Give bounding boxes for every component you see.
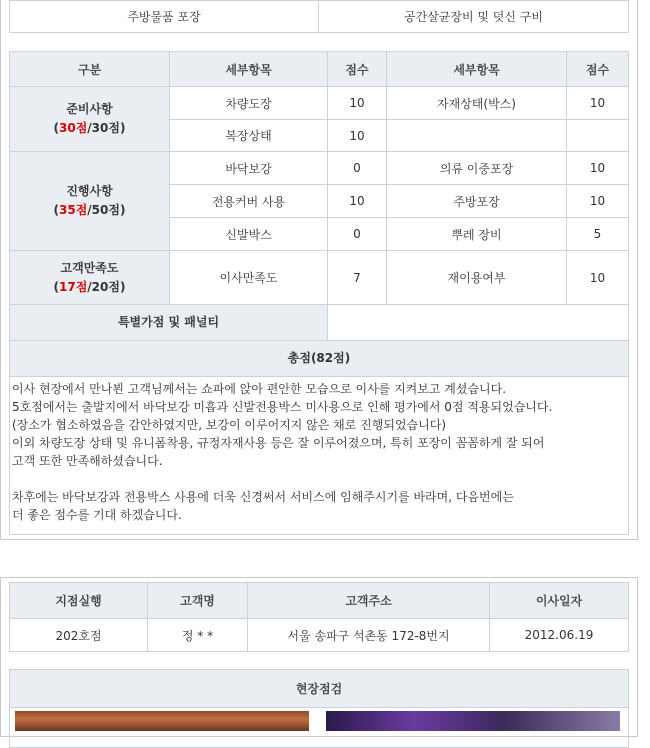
header-detail-1: 세부항목 bbox=[170, 52, 328, 87]
category-satisfaction: 고객만족도 (17점/20점) bbox=[10, 251, 170, 305]
table-row: 준비사항 (30점/30점) 차량도장 10 자재상태(박스) 10 bbox=[10, 87, 629, 120]
category-preparation: 준비사항 (30점/30점) bbox=[10, 87, 170, 152]
table-row: 전용커버 사용 10 주방포장 10 bbox=[10, 185, 629, 218]
inspection-photo-2 bbox=[326, 711, 620, 731]
header-branch: 지점실행 bbox=[10, 583, 148, 619]
evaluation-comment: 이사 현장에서 만나뵌 고객님께서는 쇼파에 앉아 편안한 모습으로 이사를 지켜보고 계셨습니다. 5호점에서는 출발지에서 바닥보강 미흡과 신발전용박스 미사용으로 인해 평가에서 0점 적용되었습니다. (장소가 협소하였음을 감안하였지만, 보강이 이루어지지 않은 채로 진행되었습니다) 이외 차량도장 상태 및 유니폼착용, 규정자재사용 등은 잘 이루어졌으며, 특히 포장이 꼼꼼하게 잘 되어 고객 또한 만족해하셨습니다. 차후에는 바닥보강과 전용박스 사용에 더욱 신경써서 서비스에 임해주시기를 바라며, 다음번에는 더 좋은 점수를 기대 하겠습니다. bbox=[10, 377, 629, 535]
table-row: 신발박스 0 뿌레 장비 5 bbox=[10, 218, 629, 251]
top-item-left: 주방물품 포장 bbox=[10, 1, 319, 33]
header-detail-2: 세부항목 bbox=[387, 52, 567, 87]
category-progress: 진행사항 (35점/50점) bbox=[10, 152, 170, 251]
address-value: 서울 송파구 석촌동 172-8번지 bbox=[248, 619, 490, 652]
table-row bbox=[10, 619, 629, 652]
score-table bbox=[9, 51, 629, 535]
table-row: 복장상태 10 bbox=[10, 120, 629, 152]
total-score: 총점(82점) bbox=[10, 341, 629, 377]
special-points-value bbox=[328, 305, 629, 341]
table-row bbox=[10, 305, 629, 341]
header-score-2: 점수 bbox=[567, 52, 629, 87]
special-points-label: 특별가점 및 패널티 bbox=[10, 305, 328, 341]
header-score-1: 점수 bbox=[328, 52, 387, 87]
header-address: 고객주소 bbox=[248, 583, 490, 619]
top-item-right: 공간살균장비 및 덧신 구비 bbox=[319, 1, 629, 33]
inspection-title: 현장점검 bbox=[10, 670, 629, 708]
top-items-table bbox=[9, 0, 629, 33]
customer-value: 정 * * bbox=[148, 619, 248, 652]
date-value: 2012.06.19 bbox=[490, 619, 629, 652]
info-table bbox=[9, 582, 629, 652]
table-row: 고객만족도 (17점/20점) 이사만족도 7 재이용여부 10 bbox=[10, 251, 629, 305]
table-row bbox=[10, 377, 629, 535]
header-category: 구분 bbox=[10, 52, 170, 87]
table-row: 진행사항 (35점/50점) 바닥보강 0 의류 이중포장 10 bbox=[10, 152, 629, 185]
inspection-photo-1 bbox=[15, 711, 309, 731]
branch-value: 202호점 bbox=[10, 619, 148, 652]
header-customer: 고객명 bbox=[148, 583, 248, 619]
header-date: 이사일자 bbox=[490, 583, 629, 619]
table-row bbox=[10, 341, 629, 377]
inspection-table bbox=[9, 669, 629, 748]
